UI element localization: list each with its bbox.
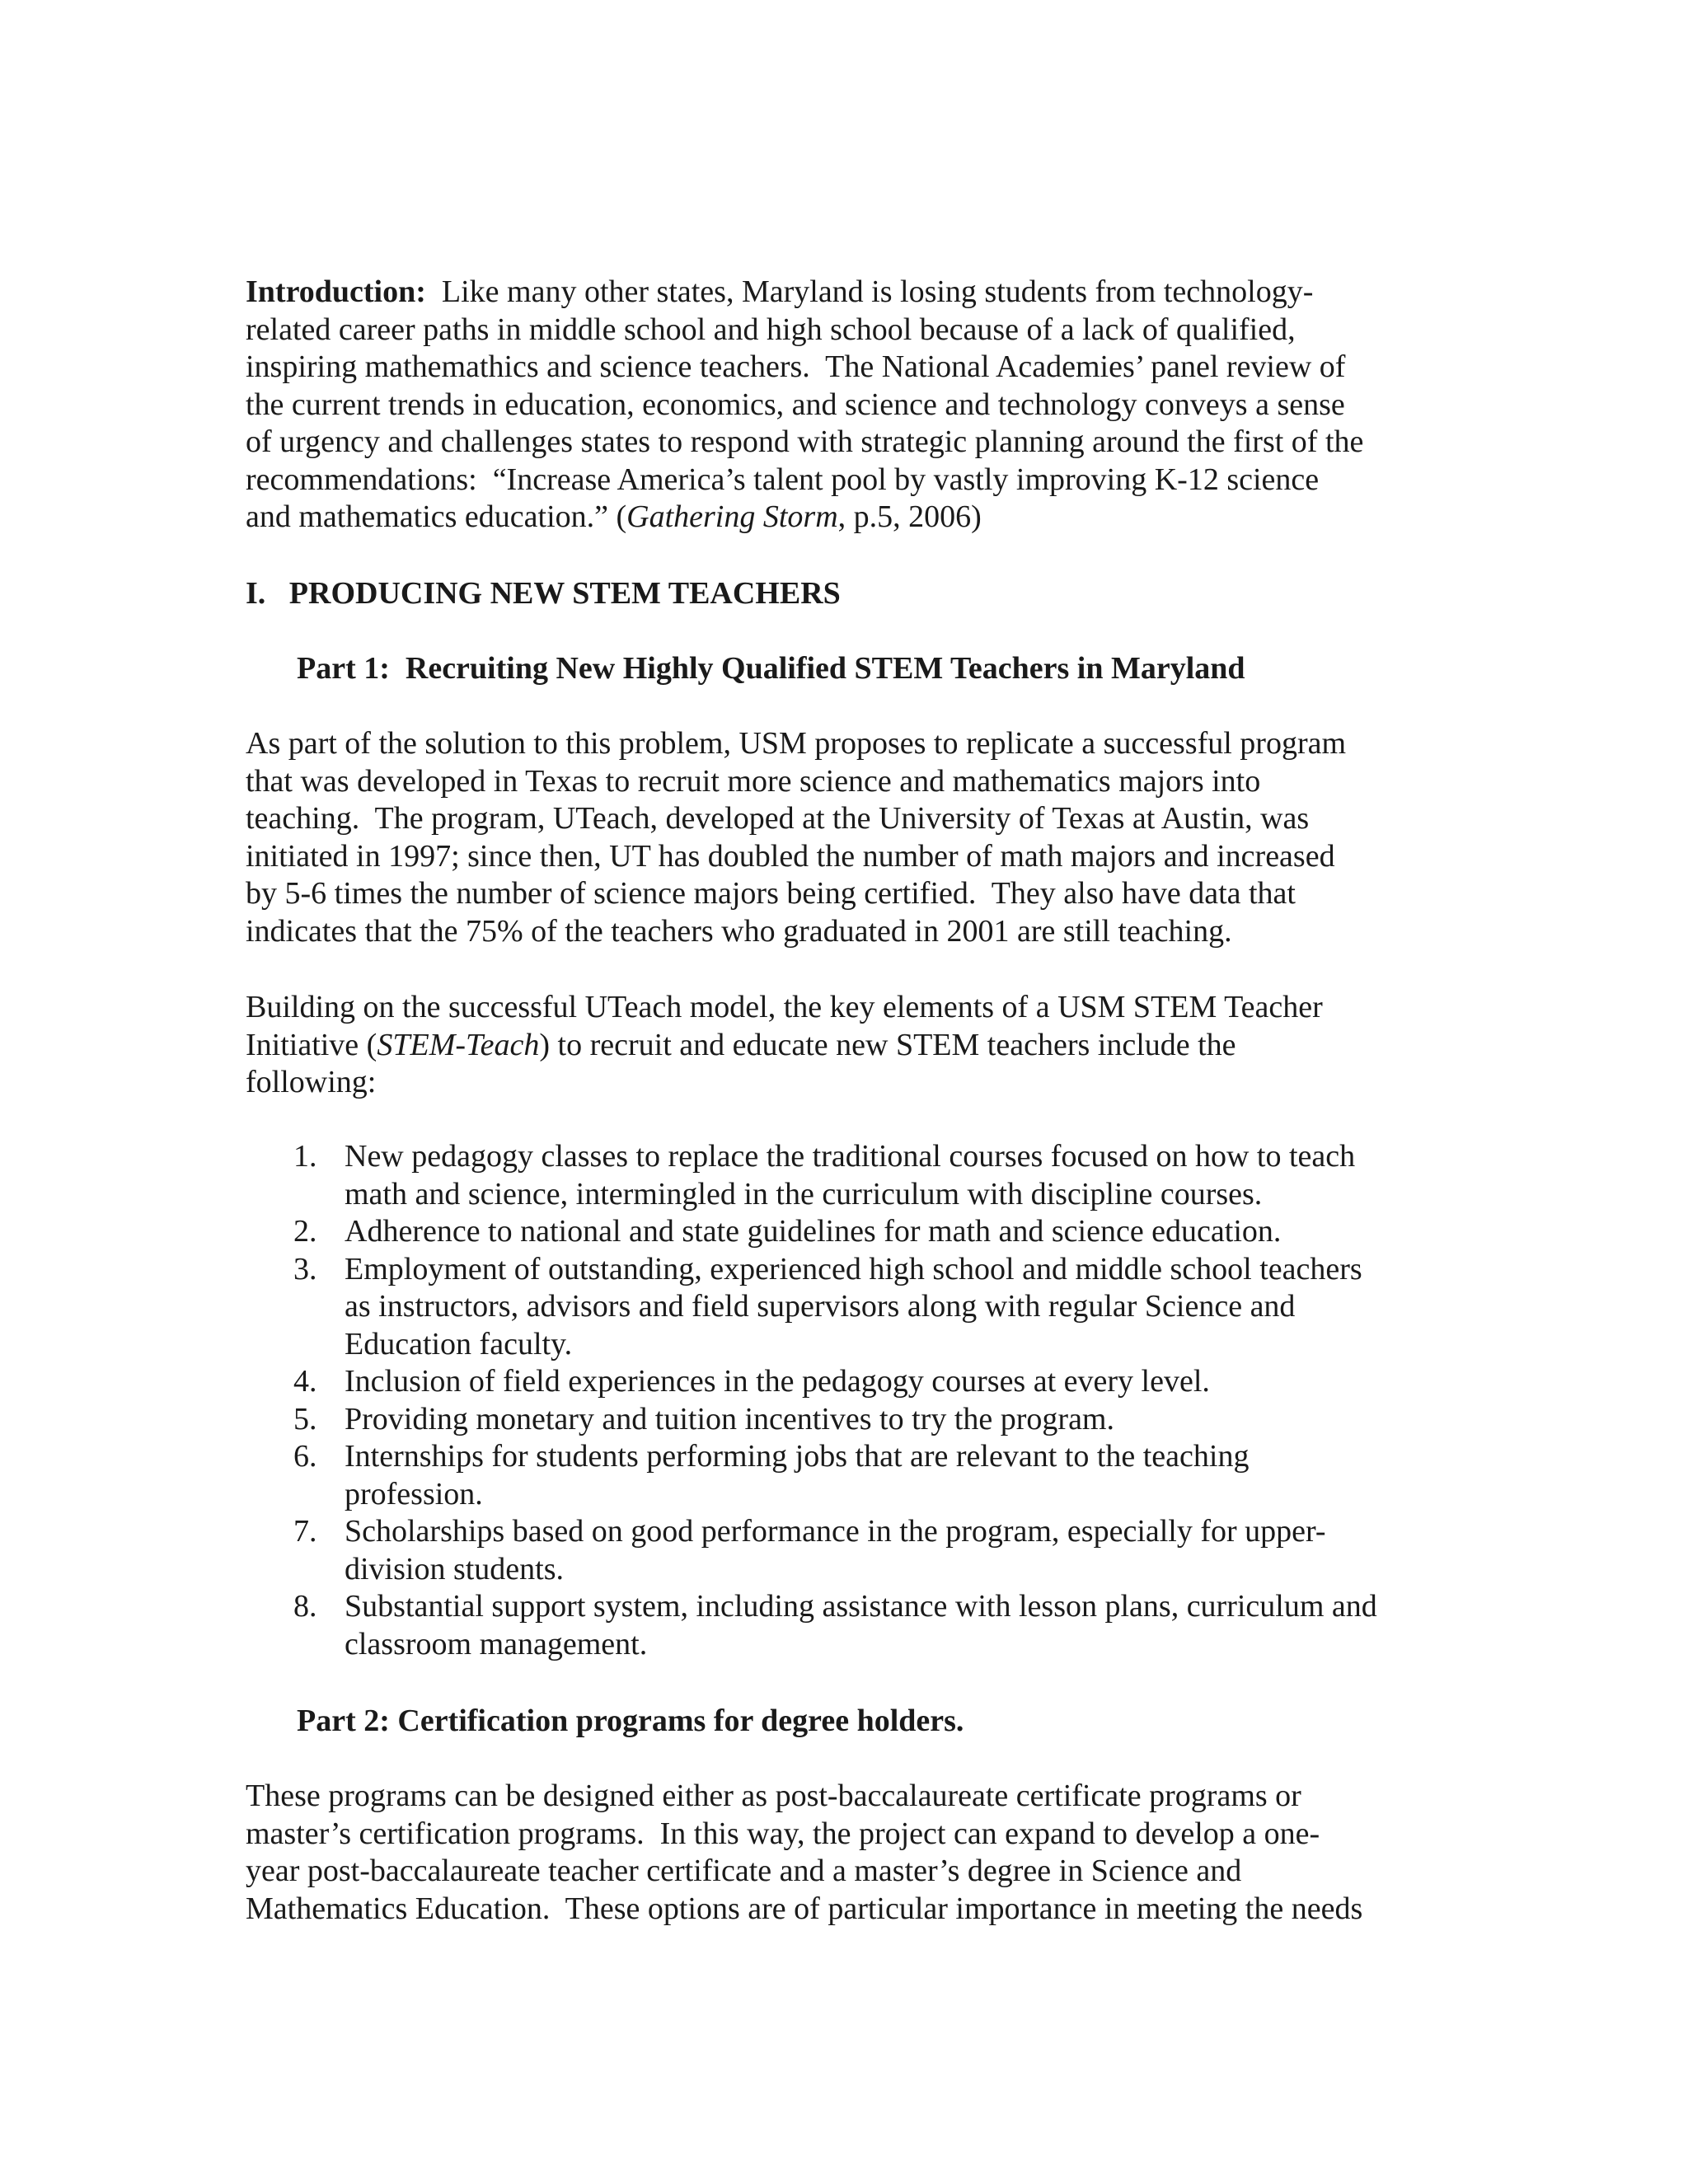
list-item: 3. Employment of outstanding, experienced high school and middle school teachers as instructors, advisors and field supervisors along with regular Science and Education faculty. (293, 1251, 1362, 1361)
part2-heading: Part 2: Certification programs for degree holders. (297, 1704, 964, 1738)
paragraph-line: As part of the solution to this problem, USM proposes to replicate a successful program (246, 726, 1347, 761)
list-item: 6. Internships for students performing jobs that are relevant to the teaching profession. (293, 1439, 1250, 1511)
intro-line: Introduction: Like many other states, Maryland is losing students from technology- (246, 274, 1314, 309)
list-item: 5. Providing monetary and tuition incentives to try the program. (246, 1401, 1465, 1439)
intro-label: Introduction: (246, 274, 426, 309)
paragraph-line: master’s certification programs. In this way, the project can expand to develop a one- (246, 1816, 1320, 1851)
intro-line: and mathematics education.” (Gathering Storm, p.5, 2006) (246, 499, 982, 534)
paragraph-line: Initiative (STEM-Teach) to recruit and educate new STEM teachers include the (246, 1027, 1236, 1062)
list-item: 4. Inclusion of field experiences in the pedagogy courses at every level. (246, 1363, 1465, 1401)
list-number: 8. (293, 1589, 317, 1624)
list-item: 7. Scholarships based on good performance in the program, especially for upper- division students. (293, 1514, 1326, 1586)
intro-paragraph (246, 274, 1457, 537)
list-number: 5. (293, 1401, 317, 1436)
part1-paragraph-2 (246, 989, 1457, 1102)
intro-line: the current trends in education, economics, and science and technology conveys a sense (246, 387, 1345, 422)
intro-line: inspiring mathemathics and science teachers. The National Academies’ panel review of (246, 349, 1346, 384)
list-item: 1. New pedagogy classes to replace the traditional courses focused on how to teach math and science, intermingled in the curriculum with discipline courses. (293, 1139, 1356, 1212)
paragraph-line: following: (246, 1065, 377, 1099)
list-number: 1. (293, 1139, 317, 1174)
paragraph-line: initiated in 1997; since then, UT has doubled the number of math majors and increased (246, 838, 1335, 874)
paragraph-line: indicates that the 75% of the teachers who graduated in 2001 are still teaching. (246, 913, 1232, 949)
intro-line: of urgency and challenges states to respond with strategic planning around the first of the (246, 424, 1364, 459)
list-number: 7. (293, 1514, 317, 1549)
part1-paragraph-1 (246, 725, 1457, 950)
list-item: 2. Adherence to national and state guidelines for math and science education. (246, 1213, 1465, 1251)
intro-line: recommendations: “Increase America’s talent pool by vastly improving K-12 science (246, 462, 1320, 497)
paragraph-line: Building on the successful UTeach model, the key elements of a USM STEM Teacher (246, 990, 1323, 1024)
list-item: 8. Substantial support system, including assistance with lesson plans, curriculum and classroom management. (293, 1589, 1377, 1661)
part1-heading: Part 1: Recruiting New Highly Qualified STEM Teachers in Maryland (297, 651, 1245, 686)
key-elements-list (246, 1138, 1465, 1663)
paragraph-line: Mathematics Education. These options are of particular importance in meeting the needs (246, 1891, 1363, 1926)
list-number: 3. (293, 1251, 317, 1286)
paragraph-line: by 5-6 times the number of science majors being certified. They also have data that (246, 876, 1296, 911)
paragraph-line: teaching. The program, UTeach, developed at the University of Texas at Austin, was (246, 801, 1310, 836)
part2-paragraph (246, 1778, 1457, 1928)
list-number: 4. (293, 1364, 317, 1399)
paragraph-line: year post-baccalaureate teacher certificate and a master’s degree in Science and (246, 1854, 1242, 1888)
citation-title: Gathering Storm (626, 499, 838, 534)
intro-line: related career paths in middle school and high school because of a lack of qualified, (246, 312, 1296, 347)
paragraph-line: These programs can be designed either as post-baccalaureate certificate programs or (246, 1779, 1301, 1813)
list-number: 2. (293, 1214, 317, 1249)
section-heading: I. PRODUCING NEW STEM TEACHERS (246, 576, 841, 611)
paragraph-line: that was developed in Texas to recruit more science and mathematics majors into (246, 763, 1261, 799)
initiative-name: STEM-Teach (377, 1027, 540, 1062)
list-number: 6. (293, 1439, 317, 1474)
